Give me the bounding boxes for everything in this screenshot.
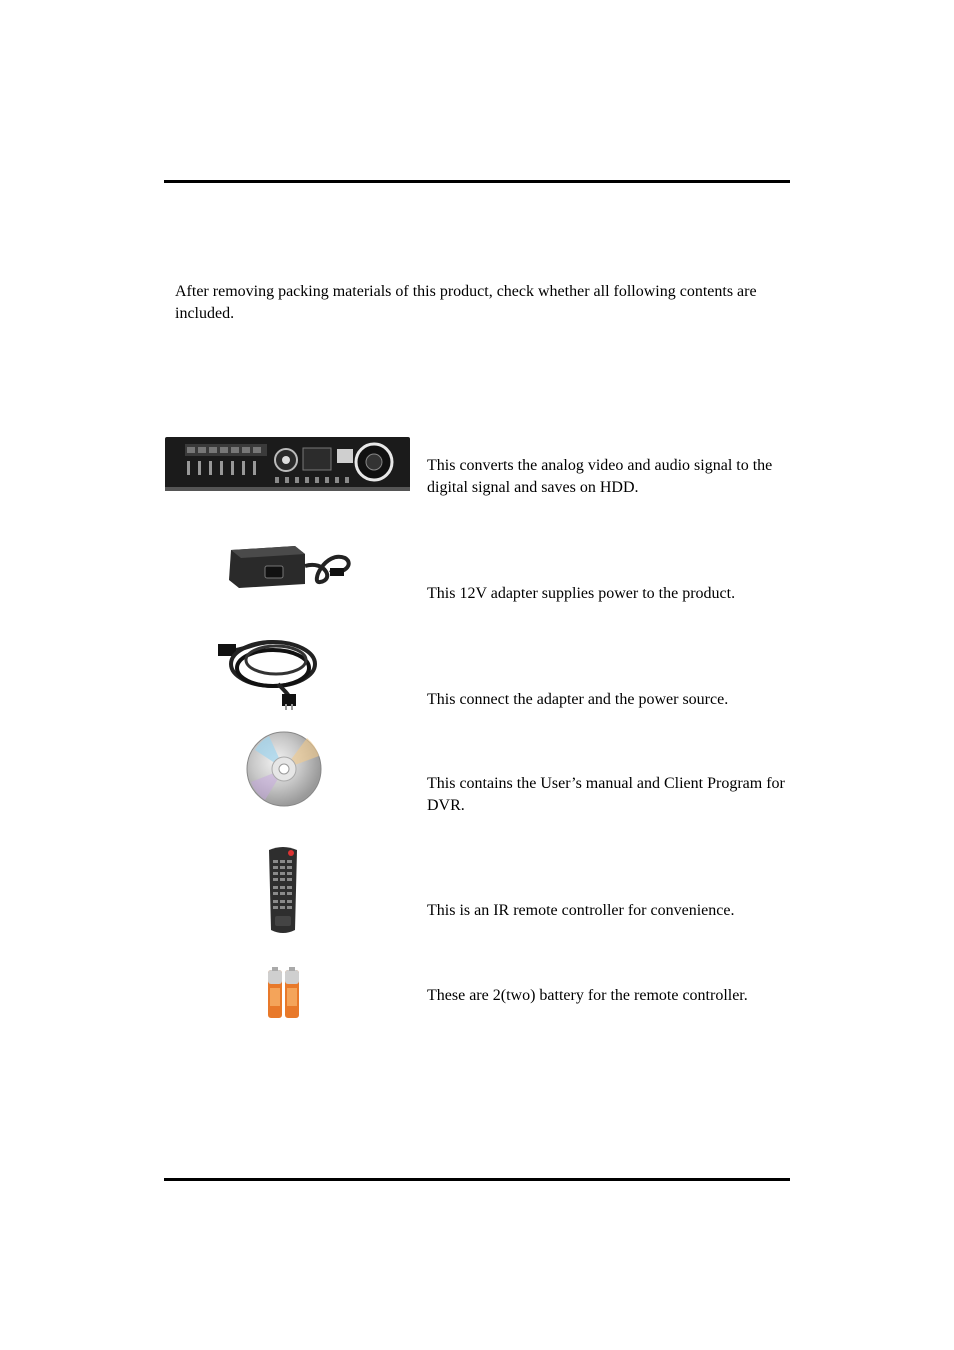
power-cord-icon: [218, 628, 322, 715]
power-adapter-icon: [225, 540, 355, 597]
item-description-remote: This is an IR remote controller for convenience.: [427, 902, 735, 919]
remote-control-icon: [265, 844, 301, 941]
footer-rule: [164, 1178, 790, 1181]
item-description-cord: This connect the adapter and the power source.: [427, 691, 729, 708]
item-description-dvr: This converts the analog video and audio signal to the digital signal and saves on HDD.: [427, 457, 773, 496]
header-rule: [164, 180, 790, 183]
batteries-icon: [266, 966, 302, 1025]
intro-paragraph: After removing packing materials of this product, check whether all following contents are included.: [175, 283, 757, 322]
item-description-batteries: These are 2(two) battery for the remote controller.: [427, 987, 748, 1004]
item-description-cd: This contains the User’s manual and Client Program for DVR.: [427, 775, 785, 814]
dvr-unit-icon: [165, 437, 410, 496]
item-description-adapter: This 12V adapter supplies power to the product.: [427, 585, 736, 602]
cd-disc-icon: [245, 730, 323, 813]
